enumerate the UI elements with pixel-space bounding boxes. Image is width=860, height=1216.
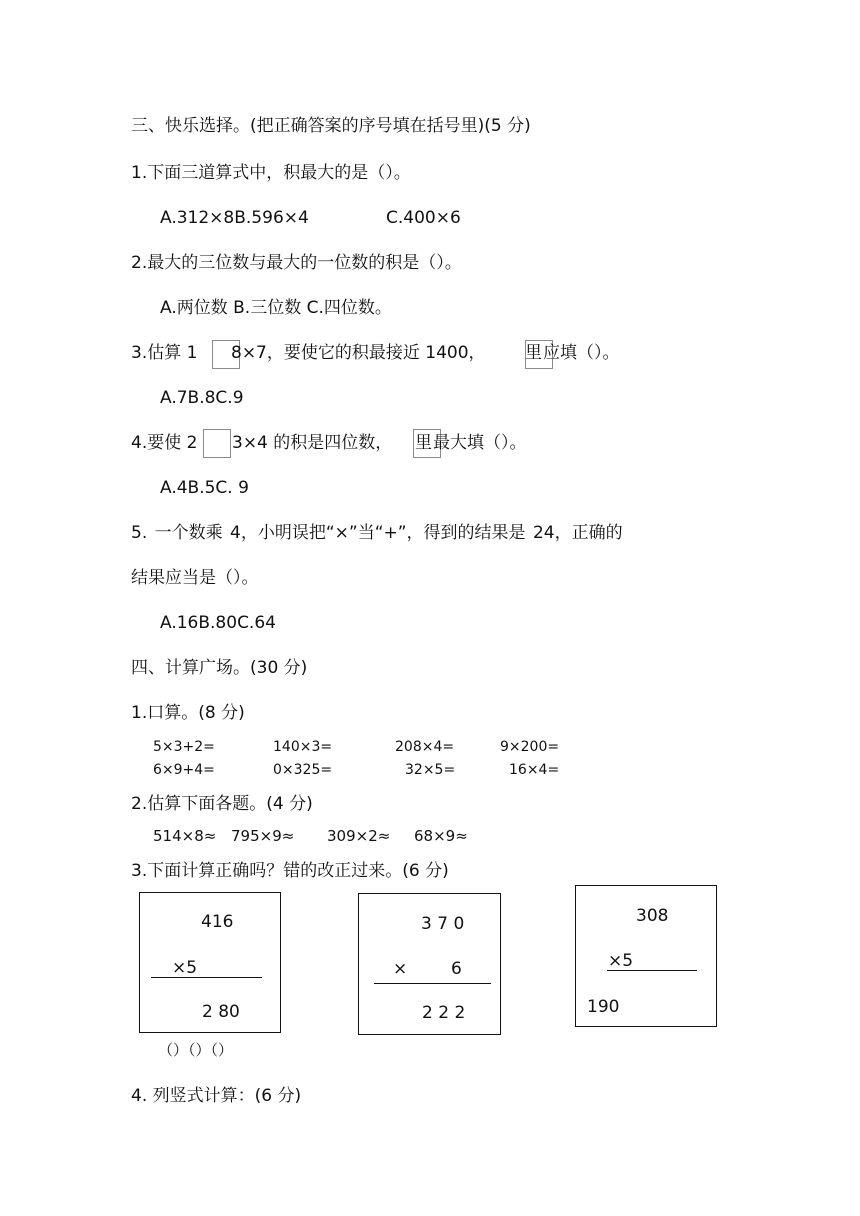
mental-calc-item: 140×3= <box>273 739 333 755</box>
estimate-item: 795×9≈ <box>231 827 295 845</box>
mental-calc-item: 32×5= <box>405 762 456 778</box>
calc-multiplicand: 416 <box>201 912 234 932</box>
q3-stem-mid: 8×7，要使它的积最接近 1400， <box>231 343 486 363</box>
estimate-item: 514×8≈ <box>153 827 217 845</box>
q5-stem-line2: 结果应当是（）。 <box>131 568 259 588</box>
s4-q3-title: 3.下面计算正确吗？错的改正过来。(6 分) <box>131 861 449 881</box>
q3-options: A.7B.8C.9 <box>160 388 244 408</box>
calc-multiplier: ×5 <box>172 958 198 978</box>
s4-q4-title: 4. 列竖式计算：(6 分) <box>131 1086 302 1106</box>
q4-stem-mid: 3×4 的积是四位数， <box>232 433 393 453</box>
s4-q2-title: 2.估算下面各题。(4 分) <box>131 794 313 814</box>
q3-ref-char: 里 <box>525 343 542 363</box>
calc-result: 2 80 <box>202 1002 240 1022</box>
calc-multiplicand: 308 <box>636 906 669 926</box>
mental-calc-item: 9×200= <box>500 739 560 755</box>
q3-stem-pre: 3.估算 1 <box>131 343 198 363</box>
calc-rule <box>374 983 491 984</box>
estimate-item: 309×2≈ <box>327 827 391 845</box>
q2-options: A.两位数 B.三位数 C.四位数。 <box>160 298 392 318</box>
q2-stem: 2.最大的三位数与最大的一位数的积是（）。 <box>131 253 462 273</box>
vertical-calc-box-2 <box>358 893 501 1035</box>
q4-options: A.4B.5C. 9 <box>160 478 249 498</box>
q5-stem-line1: 5. 一个数乘 4，小明误把“×”当“+”，得到的结果是 24，正确的 <box>131 523 623 543</box>
q4-blank-box[interactable] <box>203 429 231 458</box>
q4-ref-char: 里 <box>415 433 432 453</box>
mental-calc-item: 6×9+4= <box>153 762 215 778</box>
calc-rule <box>607 970 697 971</box>
mental-calc-item: 16×4= <box>509 762 560 778</box>
vertical-calc-box-3 <box>575 885 717 1027</box>
section3-heading: 三、快乐选择。(把正确答案的序号填在括号里)(5 分) <box>131 116 531 136</box>
estimate-item: 68×9≈ <box>414 827 468 845</box>
calc-rule <box>151 977 262 978</box>
judge-answer-brackets: （）（）（） <box>158 1041 234 1059</box>
q4-stem-post: 最大填（）。 <box>433 433 527 453</box>
mental-calc-item: 0×325= <box>273 762 333 778</box>
q1-option-c: C.400×6 <box>386 208 461 228</box>
calc-multiply-sign: × <box>393 959 408 979</box>
vertical-calc-box-1 <box>139 892 281 1033</box>
calc-multiplicand: 3 7 0 <box>421 914 465 934</box>
calc-result: 2 2 2 <box>422 1003 466 1023</box>
q5-options: A.16B.80C.64 <box>160 613 276 633</box>
calc-result: 190 <box>587 997 620 1017</box>
calc-multiplier: ×5 <box>608 951 634 971</box>
q1-stem: 1.下面三道算式中，积最大的是（）。 <box>131 163 411 183</box>
q1-options-ab: A.312×8B.596×4 <box>160 208 309 228</box>
calc-multiplier: 6 <box>451 959 462 979</box>
s4-q1-title: 1.口算。(8 分) <box>131 703 245 723</box>
q3-stem-post: 应填（）。 <box>543 343 620 363</box>
section4-heading: 四、计算广场。(30 分) <box>131 658 308 678</box>
mental-calc-item: 5×3+2= <box>153 739 215 755</box>
mental-calc-item: 208×4= <box>395 739 455 755</box>
q4-stem-pre: 4.要使 2 <box>131 433 198 453</box>
